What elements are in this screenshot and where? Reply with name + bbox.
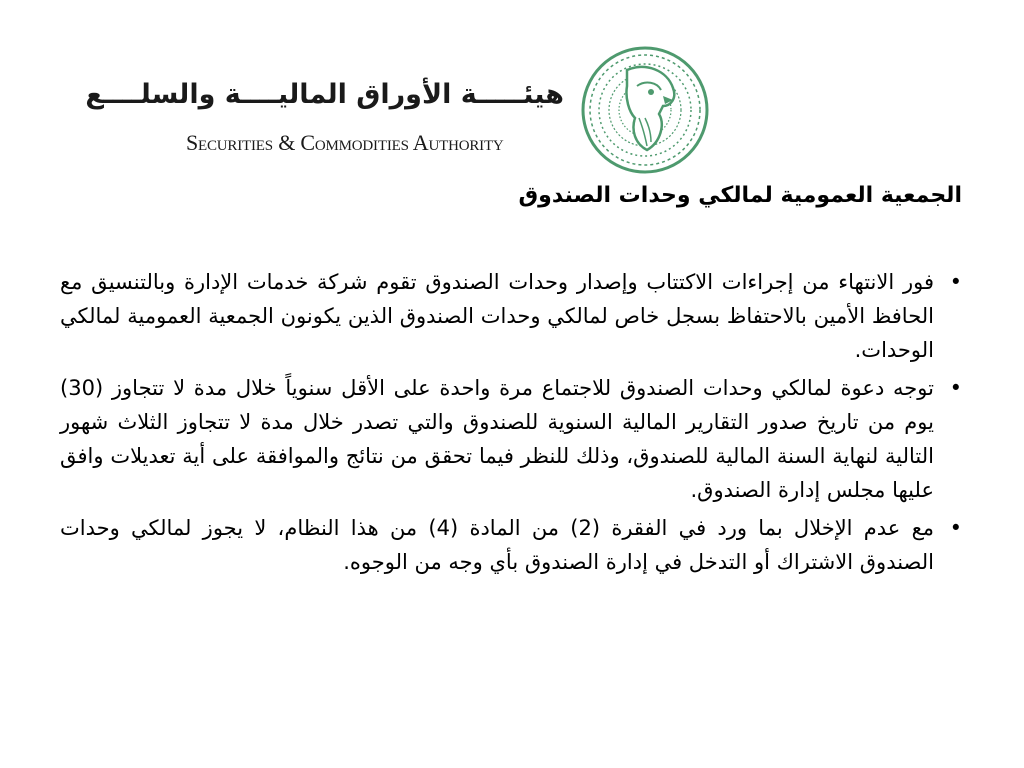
logo-arabic-name: هيئـــــة الأوراق الماليــــة والسلــــع [85, 79, 564, 110]
bullet-text: توجه دعوة لمالكي وحدات الصندوق للاجتماع مرة واحدة على الأقل سنوياً خلال مدة لا تتجاوز (30) يوم من تاريخ صدور التقارير المالية السنوية للصندوق والتي تصدر خلال مدة لا تتجاوز الثلاث شهور التالية لنهاية السنة المالية للصندوق، وذلك للنظر فيما تحقق من نتائج والموافقة على أية تعديلات وافق عليها مجلس إدارة الصندوق. [60, 376, 934, 502]
bullet-list [60, 265, 966, 583]
bullet-dot: • [949, 376, 962, 400]
bullet-item [60, 371, 966, 507]
bullet-text: مع عدم الإخلال بما ورد في الفقرة (2) من المادة (4) من هذا النظام، لا يجوز لمالكي وحدات الصندوق الاشتراك أو التدخل في إدارة الصندوق بأي وجه من الوجوه. [60, 516, 934, 574]
bullet-dot: • [949, 270, 962, 294]
falcon-emblem-icon [575, 40, 715, 180]
logo-english-name: Securities & Commodities Authority [186, 130, 504, 155]
bullet-text: فور الانتهاء من إجراءات الاكتتاب وإصدار وحدات الصندوق تقوم شركة خدمات الإدارة وبالتنسيق مع الحافظ الأمين بالاحتفاظ بسجل خاص لمالكي وحدات الصندوق الذين يكونون الجمعية العمومية لمالكي الوحدات. [60, 270, 934, 362]
slide-title: الجمعية العمومية لمالكي وحدات الصندوق [518, 183, 962, 208]
bullet-dot: • [949, 516, 962, 540]
bullet-item [60, 265, 966, 367]
bullet-item [60, 511, 966, 579]
